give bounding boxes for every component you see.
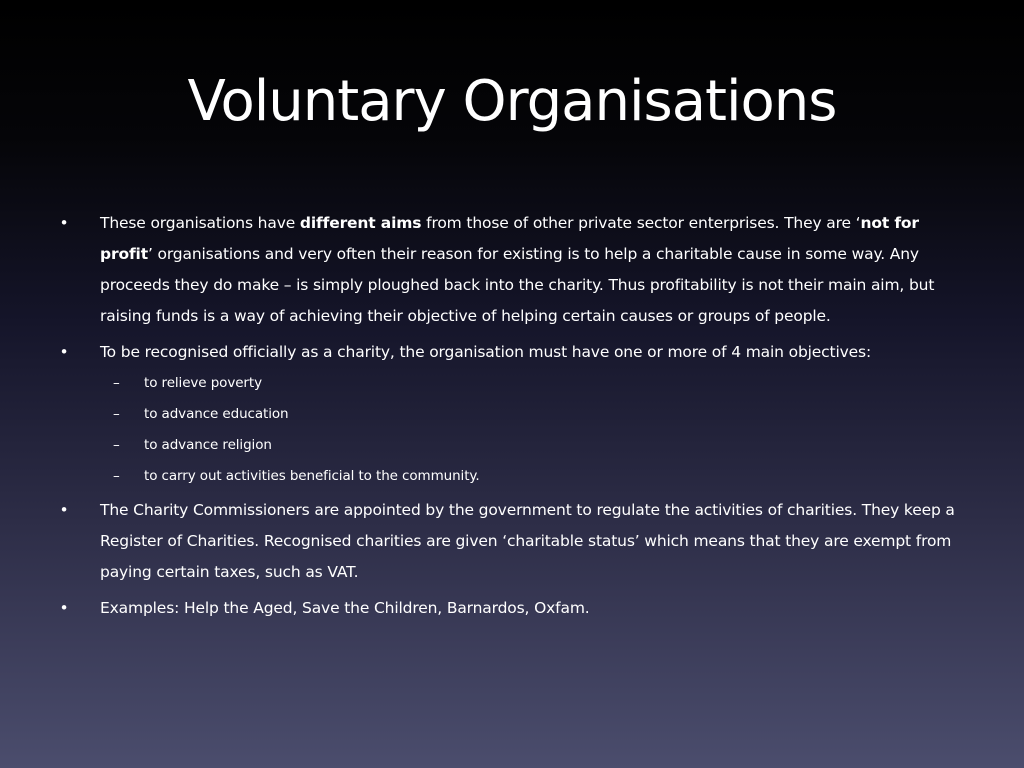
objective-item <box>58 368 968 399</box>
objective-item <box>58 461 968 492</box>
bullet-marker: • <box>59 214 69 232</box>
sub-bullet-marker: – <box>113 437 120 453</box>
bullet-marker: • <box>59 343 69 361</box>
objective-item <box>58 399 968 430</box>
bullet-text: The Charity Commissioners are appointed by the government to regulate the activities of charities. They keep a Register of Charities. Recognised charities are given ‘charitable status’ which means that they are exempt from paying certain taxes, such as VAT. <box>100 501 955 581</box>
objectives-list <box>58 368 968 492</box>
bullet-text: To be recognised officially as a charity, the organisation must have one or more of 4 main objectives: <box>100 343 872 361</box>
bullet-item-aims <box>58 208 968 332</box>
bullet-item-commissioners <box>58 495 968 588</box>
bullet-item-examples <box>58 593 968 624</box>
objective-text: to advance education <box>144 406 289 422</box>
bullet-text: Examples: Help the Aged, Save the Children, Barnardos, Oxfam. <box>100 599 590 617</box>
sub-bullet-marker: – <box>113 375 120 391</box>
sub-bullet-marker: – <box>113 406 120 422</box>
bold-text-not-for-profit: not for profit <box>100 214 919 263</box>
bullet-text: ’ organisations and very often their reason for existing is to help a charitable cause in some way. Any proceeds they do make – is simply ploughed back into the charity. Thus profitability is not their main aim, but raising funds is a way of achieving their objective of helping certain causes or groups of people. <box>100 245 935 325</box>
slide-body <box>58 208 968 629</box>
bullet-item-recognition <box>58 337 968 368</box>
sub-bullet-marker: – <box>113 468 120 484</box>
bold-text-different-aims: different aims <box>299 214 422 232</box>
objective-text: to relieve poverty <box>144 375 262 391</box>
objective-text: to carry out activities beneficial to the community. <box>144 468 480 484</box>
slide-title: Voluntary Organisations <box>187 69 837 134</box>
bullet-marker: • <box>59 599 69 617</box>
objective-text: to advance religion <box>144 437 272 453</box>
bullet-text: These organisations have <box>100 214 300 232</box>
bullet-text: from those of other private sector enterprises. They are ‘ <box>421 214 861 232</box>
bullet-marker: • <box>59 501 69 519</box>
objective-item <box>58 430 968 461</box>
